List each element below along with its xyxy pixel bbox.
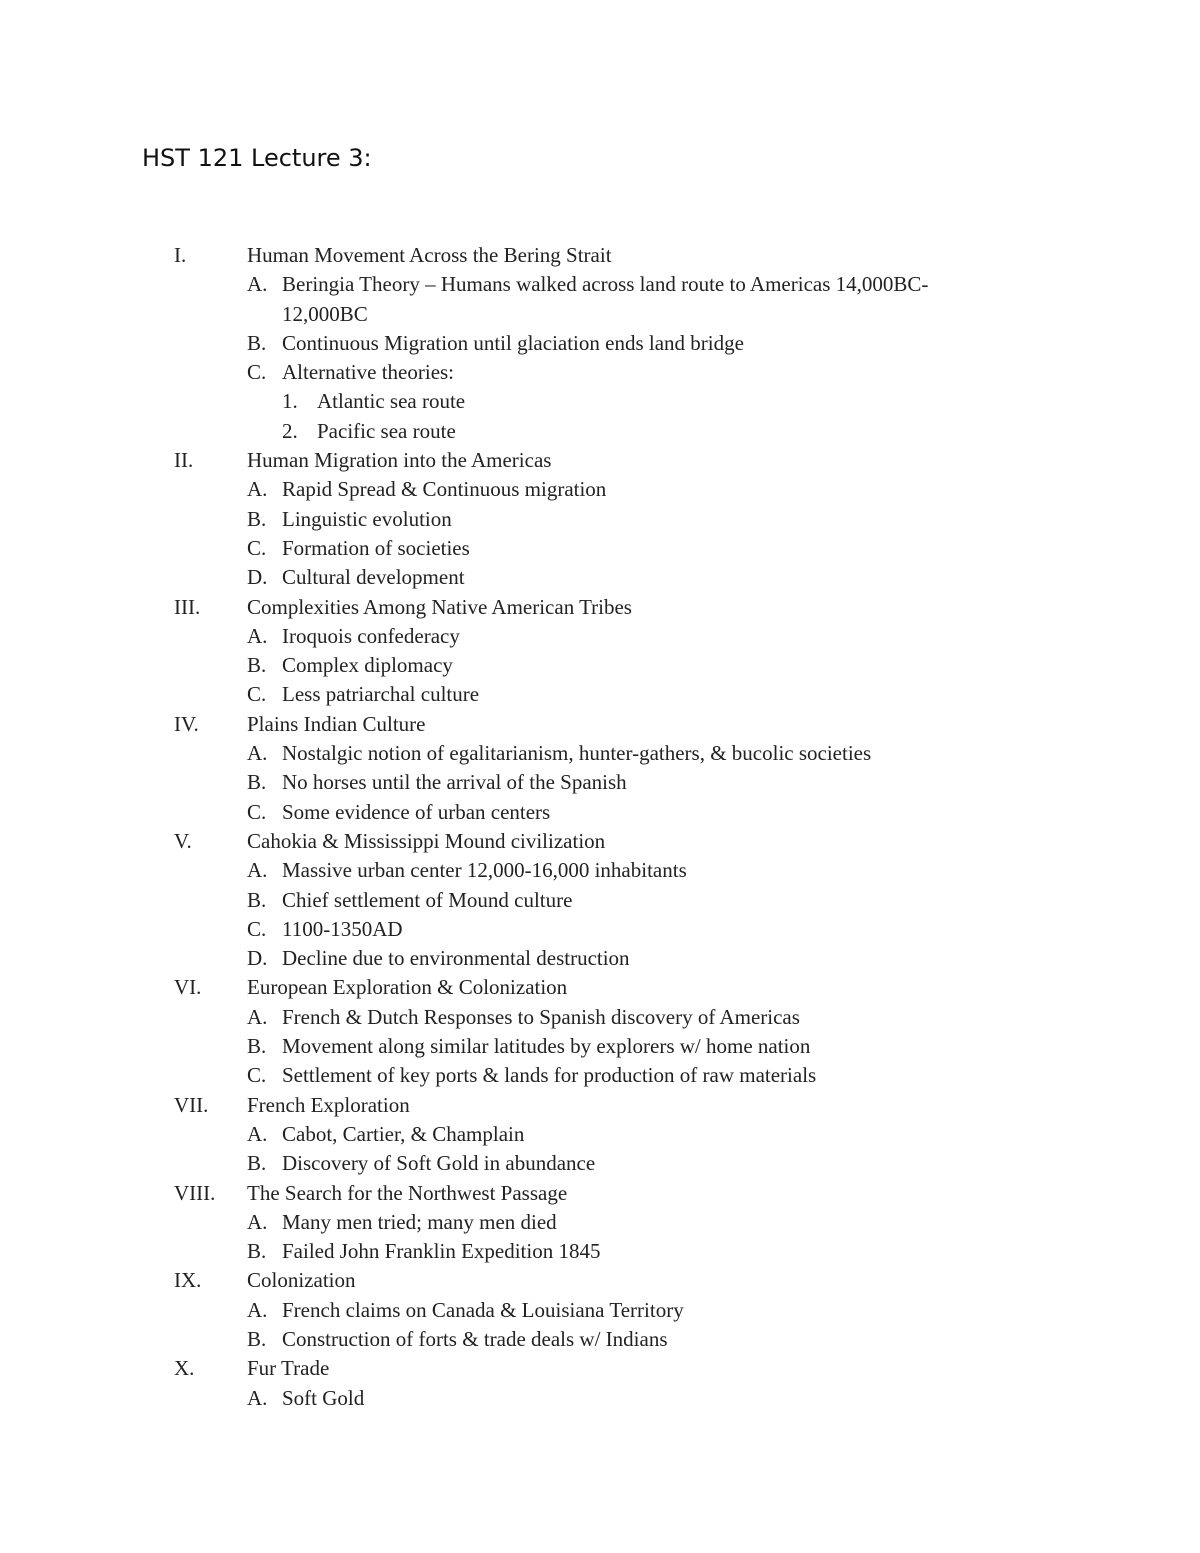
list-marker: D. — [247, 946, 268, 971]
outline-subitem — [0, 680, 1200, 709]
list-item-text: 12,000BC — [282, 301, 368, 326]
list-marker: B. — [247, 770, 267, 795]
outline-subitem — [0, 1208, 1200, 1237]
list-marker: A. — [247, 272, 268, 297]
list-marker: 1. — [282, 389, 298, 414]
list-marker: B. — [247, 1034, 267, 1059]
outline-section — [0, 827, 1200, 856]
list-marker: A. — [247, 1297, 268, 1322]
list-item-text: Discovery of Soft Gold in abundance — [282, 1151, 596, 1176]
list-item-text: Settlement of key ports & lands for production of raw materials — [282, 1063, 817, 1088]
list-marker: C. — [247, 535, 267, 560]
outline-subitem — [0, 563, 1200, 592]
outline-subitem — [0, 1237, 1200, 1266]
list-marker: C. — [247, 916, 267, 941]
page-title: HST 121 Lecture 3: — [142, 144, 372, 172]
list-item-text: Cultural development — [282, 565, 465, 590]
list-item-text: 1100-1350AD — [282, 916, 403, 941]
outline-subitem — [0, 915, 1200, 944]
outline-subsubitem — [0, 387, 1200, 416]
list-item-text: French Exploration — [247, 1092, 410, 1117]
list-item-text: Many men tried; many men died — [282, 1209, 557, 1234]
list-marker: B. — [247, 1151, 267, 1176]
outline-section — [0, 593, 1200, 622]
list-item-text: Cabot, Cartier, & Champlain — [282, 1121, 525, 1146]
outline-subitem — [0, 270, 1200, 299]
list-item-text: Human Movement Across the Bering Strait — [247, 243, 612, 267]
list-marker: VII. — [174, 1092, 209, 1117]
list-marker: A. — [247, 741, 268, 766]
list-item-text: Nostalgic notion of egalitarianism, hunter-gathers, & bucolic societies — [282, 741, 872, 766]
outline-subitem — [0, 944, 1200, 973]
list-item-text: Massive urban center 12,000-16,000 inhabitants — [282, 858, 687, 883]
list-marker: C. — [247, 799, 267, 824]
list-item-text: Plains Indian Culture — [247, 711, 426, 736]
outline-subitem — [0, 329, 1200, 358]
list-item-text: Less patriarchal culture — [282, 682, 480, 707]
outline-subitem — [0, 534, 1200, 563]
list-marker: IX. — [174, 1268, 202, 1293]
list-marker: A. — [247, 477, 268, 502]
outline-subitem-continuation — [0, 300, 1200, 329]
outline-section — [0, 446, 1200, 475]
list-item-text: Chief settlement of Mound culture — [282, 887, 573, 912]
outline-section — [0, 1354, 1200, 1383]
list-marker: B. — [247, 887, 267, 912]
list-marker: B. — [247, 653, 267, 678]
list-marker: C. — [247, 360, 267, 385]
list-item-text: Movement along similar latitudes by explorers w/ home nation — [282, 1034, 811, 1059]
list-item-text: Atlantic sea route — [317, 389, 466, 414]
list-item-text: Formation of societies — [282, 535, 470, 560]
list-item-text: Alternative theories: — [282, 360, 455, 385]
outline-subitem — [0, 768, 1200, 797]
list-item-text: Linguistic evolution — [282, 506, 452, 531]
outline-subitem — [0, 475, 1200, 504]
list-marker: V. — [174, 828, 192, 853]
outline-section — [0, 1179, 1200, 1208]
outline-section — [0, 710, 1200, 739]
outline-subitem — [0, 739, 1200, 768]
list-marker: VIII. — [174, 1180, 216, 1205]
outline-subsubitem — [0, 417, 1200, 446]
outline-subitem — [0, 1003, 1200, 1032]
list-item-text: Construction of forts & trade deals w/ Indians — [282, 1326, 668, 1351]
list-marker: C. — [247, 682, 267, 707]
list-item-text: Iroquois confederacy — [282, 623, 460, 648]
list-marker: A. — [247, 1385, 268, 1410]
list-item-text: Beringia Theory – Humans walked across land route to Americas 14,000BC- — [282, 272, 929, 297]
list-marker: IV. — [174, 711, 199, 736]
outline-section — [0, 1266, 1200, 1295]
list-marker: III. — [174, 594, 201, 619]
list-item-text: Pacific sea route — [317, 418, 456, 443]
outline-subitem — [0, 505, 1200, 534]
list-marker: B. — [247, 1239, 267, 1264]
outline-subitem — [0, 1296, 1200, 1325]
list-item-text: Cahokia & Mississippi Mound civilization — [247, 828, 606, 853]
outline-subitem — [0, 856, 1200, 885]
list-item-text: Complexities Among Native American Tribes — [247, 594, 632, 619]
outline-subitem — [0, 1384, 1200, 1413]
list-item-text: European Exploration & Colonization — [247, 975, 568, 1000]
list-item-text: Rapid Spread & Continuous migration — [282, 477, 607, 502]
list-item-text: Soft Gold — [282, 1385, 365, 1410]
list-item-text: Human Migration into the Americas — [247, 448, 552, 473]
list-item-text: Some evidence of urban centers — [282, 799, 551, 824]
list-marker: II. — [174, 448, 194, 473]
outline-subitem — [0, 798, 1200, 827]
outline-subitem — [0, 1032, 1200, 1061]
outline-subitem — [0, 358, 1200, 387]
list-item-text: No horses until the arrival of the Spanish — [282, 770, 627, 795]
outline-subitem — [0, 1120, 1200, 1149]
list-marker: X. — [174, 1356, 195, 1381]
outline-subitem — [0, 1061, 1200, 1090]
outline-subitem — [0, 886, 1200, 915]
list-marker: A. — [247, 1121, 268, 1146]
list-item-text: Complex diplomacy — [282, 653, 453, 678]
list-item-text: French & Dutch Responses to Spanish discovery of Americas — [282, 1004, 800, 1029]
list-marker: 2. — [282, 418, 298, 443]
outline-subitem — [0, 1325, 1200, 1354]
list-marker: C. — [247, 1063, 267, 1088]
list-marker: A. — [247, 1004, 268, 1029]
list-item-text: Colonization — [247, 1268, 356, 1293]
outline-section — [0, 241, 1200, 270]
outline-section — [0, 1091, 1200, 1120]
outline-section — [0, 973, 1200, 1002]
outline-subitem — [0, 1149, 1200, 1178]
list-item-text: The Search for the Northwest Passage — [247, 1180, 568, 1205]
outline-subitem — [0, 651, 1200, 680]
list-marker: A. — [247, 858, 268, 883]
list-marker: I. — [174, 243, 187, 267]
list-marker: B. — [247, 506, 267, 531]
list-marker: VI. — [174, 975, 202, 1000]
list-marker: B. — [247, 330, 267, 355]
list-item-text: French claims on Canada & Louisiana Territory — [282, 1297, 684, 1322]
lecture-outline — [0, 241, 1200, 1413]
list-marker: A. — [247, 623, 268, 648]
list-marker: B. — [247, 1326, 267, 1351]
list-item-text: Continuous Migration until glaciation ends land bridge — [282, 330, 744, 355]
list-item-text: Decline due to environmental destruction — [282, 946, 630, 971]
list-marker: A. — [247, 1209, 268, 1234]
list-marker: D. — [247, 565, 268, 590]
list-item-text: Fur Trade — [247, 1356, 330, 1381]
outline-subitem — [0, 622, 1200, 651]
list-item-text: Failed John Franklin Expedition 1845 — [282, 1239, 601, 1264]
